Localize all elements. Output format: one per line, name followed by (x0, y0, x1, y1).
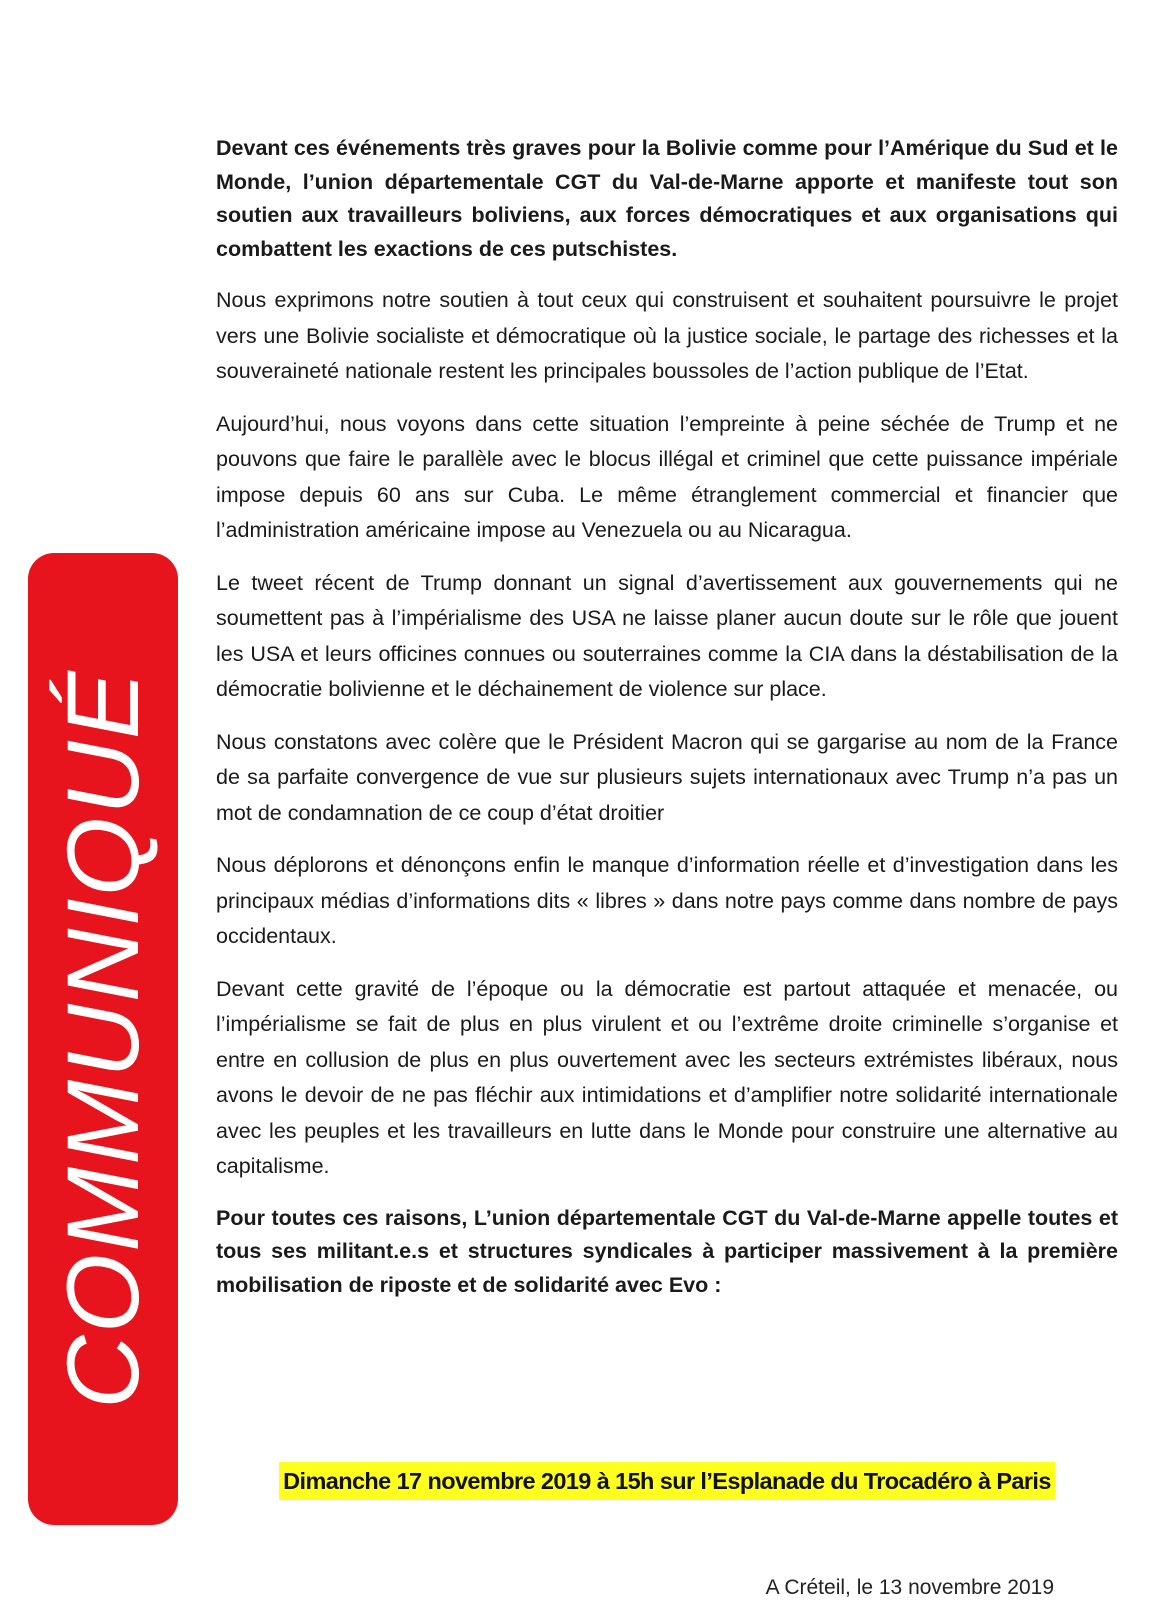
body-paragraph: Nous exprimons notre soutien à tout ceux qui construisent et souhaitent poursuivre le projet vers une Bolivie socialiste et démocratique où la justice sociale, le partage des richesses et la souveraineté nationale restent les principales boussoles de l’action publique de l’Etat. (216, 288, 1118, 383)
intro-paragraph: Devant ces événements très graves pour la Bolivie comme pour l’Amérique du Sud et le Monde, l’union départementale CGT du Val-de-Marne apporte et manifeste tout son soutien aux travailleurs boliviens, aux forces démocratiques et aux organisations qui combattent les exactions de ces putschistes. (216, 136, 1118, 261)
event-banner (216, 1462, 1118, 1500)
event-highlight: Dimanche 17 novembre 2019 à 15h sur l’Esplanade du Trocadéro à Paris (279, 1462, 1055, 1500)
body-paragraph: Le tweet récent de Trump donnant un signal d’avertissement aux gouvernements qui ne soumettent pas à l’impérialisme des USA ne laisse planer aucun doute sur le rôle que jouent les USA et leurs officines connues ou souterraines comme la CIA dans la déstabilisation de la démocratie bolivienne et le déchainement de violence sur place. (216, 570, 1118, 701)
body-paragraph: Nous constatons avec colère que le Président Macron qui se gargarise au nom de la France de sa parfaite convergence de vue sur plusieurs sujets internationaux avec Trump n’a pas un mot de condamnation de ce coup d’état droitier (216, 729, 1118, 825)
communique-banner (28, 553, 178, 1525)
call-to-action-paragraph: Pour toutes ces raisons, L’union départementale CGT du Val-de-Marne appelle toutes et tous ses militant.e.s et structures syndicales à participer massivement à la première mobilisation de riposte et de solidarité avec Evo : (216, 1205, 1118, 1297)
document-body (216, 132, 1118, 1319)
body-paragraph: Aujourd’hui, nous voyons dans cette situation l’empreinte à peine séchée de Trump et ne pouvons que faire le parallèle avec le blocus illégal et criminel que cette puissance impériale impose depuis 60 ans sur Cuba. Le même étranglement commercial et financier que l’administration américaine impose au Venezuela ou au Nicaragua. (216, 411, 1118, 542)
banner-label: COMMUNIQUÉ (46, 669, 160, 1409)
body-paragraph: Nous déplorons et dénonçons enfin le manque d’information réelle et d’investigation dans les principaux médias d’informations dits « libres » dans notre pays comme dans nombre de pays occidentaux. (216, 853, 1118, 948)
signature-line: A Créteil, le 13 novembre 2019 (765, 1576, 1054, 1599)
body-paragraph: Devant cette gravité de l’époque ou la démocratie est partout attaquée et menacée, ou l’impérialisme se fait de plus en plus virulent et ou l’extrême droite criminelle s’organise et entre en collusion de plus en plus ouvertement avec les secteurs extrémistes libéraux, nous avons le devoir de ne pas fléchir aux intimidations et d’amplifier notre solidarité internationale avec les peuples et les travailleurs en lutte dans le Monde pour construire une alternative au capitalisme. (216, 976, 1118, 1178)
